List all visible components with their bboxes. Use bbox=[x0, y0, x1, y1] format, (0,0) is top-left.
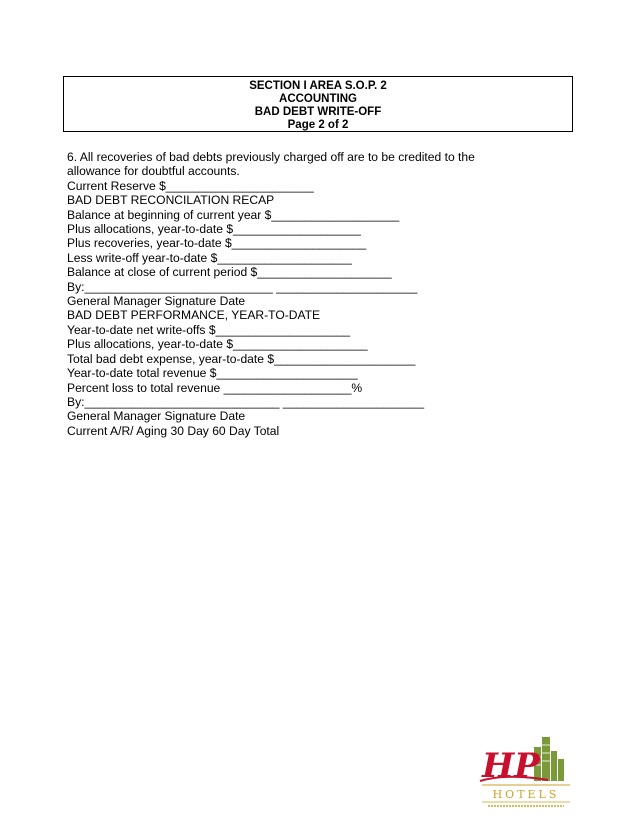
logo-name: HOTELS bbox=[492, 788, 560, 801]
body-line-plus-recoveries: Plus recoveries, year-to-date $____________________ bbox=[67, 236, 367, 251]
body-line-recoveries-1: 6. All recoveries of bad debts previously charged off are to be credited to the bbox=[67, 150, 475, 164]
body-line-signature-2: By:_____________________________ _____________________ bbox=[67, 394, 425, 409]
body-line-less-write-off: Less write-off year-to-date $____________________ bbox=[67, 250, 352, 265]
logo-mark: HP bbox=[482, 746, 540, 786]
body-line-reconciliation-heading: BAD DEBT RECONCILATION RECAP bbox=[67, 193, 275, 208]
section-header-box bbox=[63, 76, 573, 132]
body-line-signature-label-1: General Manager Signature Date bbox=[67, 294, 246, 309]
body-line-current-reserve: Current Reserve $______________________ bbox=[67, 178, 314, 193]
department-title: ACCOUNTING bbox=[279, 93, 357, 105]
body-line-plus-allocations-2: Plus allocations, year-to-date $____________________ bbox=[67, 337, 368, 352]
body-line-performance-heading: BAD DEBT PERFORMANCE, YEAR-TO-DATE bbox=[67, 308, 321, 323]
hp-hotels-logo bbox=[478, 733, 574, 811]
procedure-title: BAD DEBT WRITE-OFF bbox=[254, 106, 382, 118]
body-line-recoveries-2: allowance for doubtful accounts. bbox=[67, 164, 240, 179]
body-line-signature-1: By:____________________________ _____________________ bbox=[67, 279, 418, 294]
document-body bbox=[67, 150, 537, 438]
body-line-total-revenue: Year-to-date total revenue $_____________________ bbox=[67, 366, 358, 381]
body-line-net-write-offs: Year-to-date net write-offs $____________________ bbox=[67, 322, 351, 337]
body-line-total-expense: Total bad debt expense, year-to-date $_____________________ bbox=[67, 351, 416, 366]
body-line-signature-label-2: General Manager Signature Date bbox=[67, 409, 246, 424]
body-line-balance-close: Balance at close of current period $____________________ bbox=[67, 265, 392, 280]
section-title: SECTION I AREA S.O.P. 2 bbox=[249, 80, 387, 92]
body-line-balance-beginning: Balance at beginning of current year $___________________ bbox=[67, 207, 400, 222]
body-line-aging: Current A/R/ Aging 30 Day 60 Day Total bbox=[67, 423, 280, 438]
body-line-percent-loss: Percent loss to total revenue ___________________% bbox=[67, 380, 363, 395]
page-indicator: Page 2 of 2 bbox=[287, 119, 349, 131]
body-line-plus-allocations: Plus allocations, year-to-date $___________________ bbox=[67, 222, 361, 237]
